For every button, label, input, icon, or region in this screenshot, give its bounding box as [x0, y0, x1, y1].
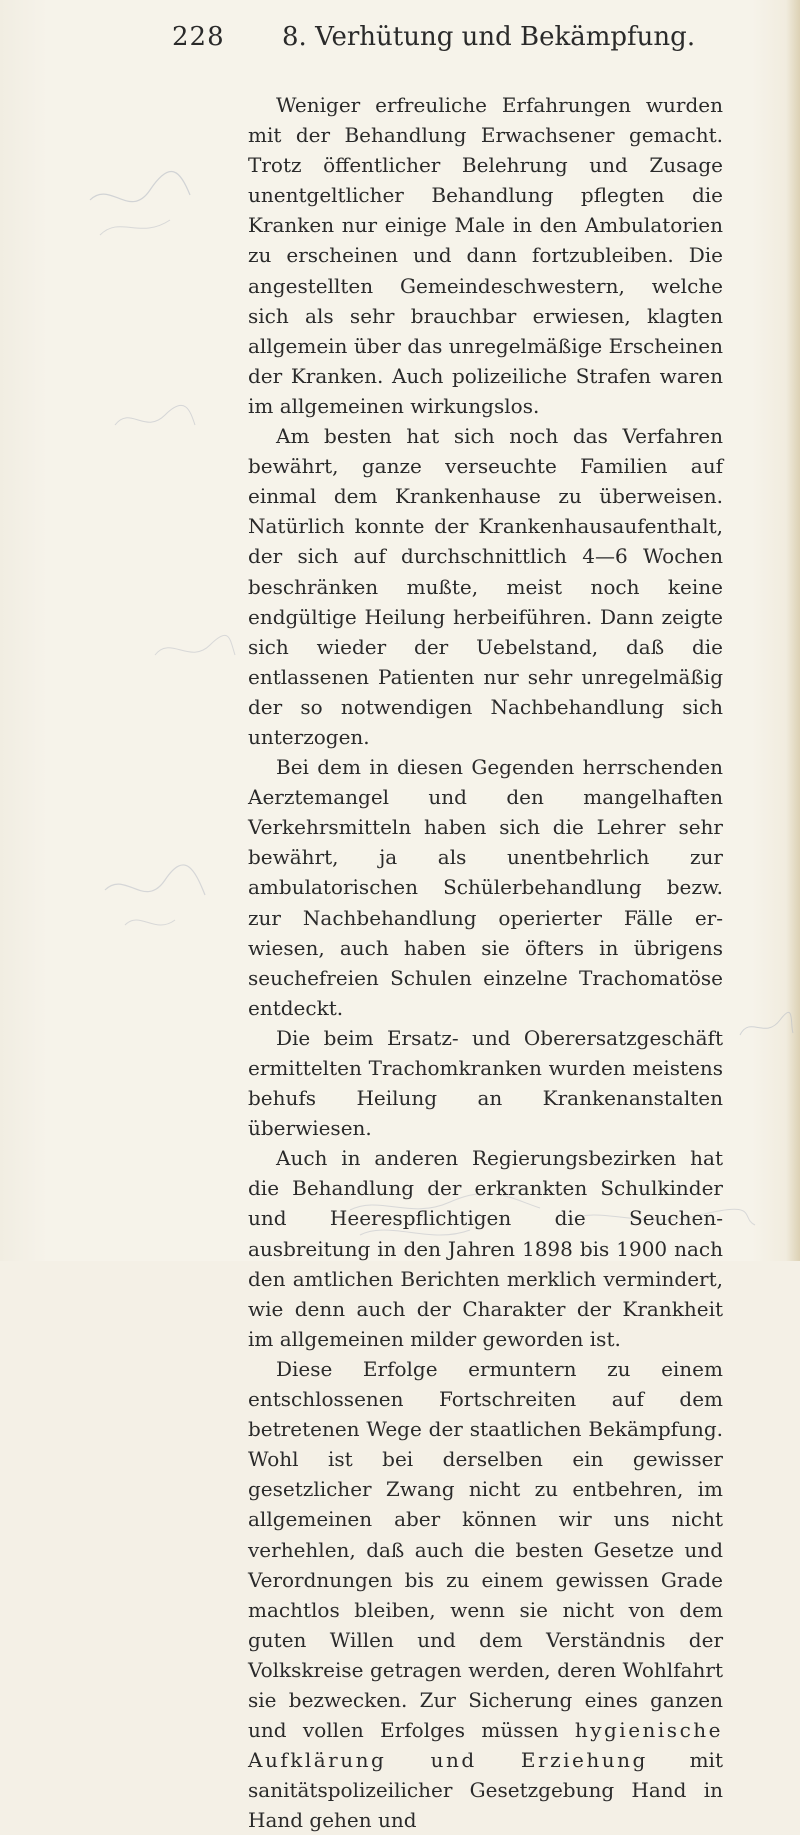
page-edge [786, 0, 800, 1261]
bleed-through-mark-1 [80, 140, 200, 250]
bleed-through-mark-4 [95, 850, 215, 940]
page-number: 228 [172, 22, 225, 52]
body-text [248, 90, 723, 1835]
bleed-through-mark-3 [150, 630, 240, 670]
bleed-through-mark-5 [735, 1005, 795, 1045]
paragraph-text: mit sanitätspolizeilicher Gesetzgebung Hand in Hand gehen und [248, 1748, 723, 1833]
paragraph [248, 1143, 723, 1354]
emphasis-spaced-text: hygienische Aufklärung und Erziehung [248, 1718, 723, 1773]
bleed-through-mark-2 [110, 395, 200, 445]
paragraph-text: Bei dem in diesen Gegenden herrschenden Aerztemangel und den mangelhaften Verkehrsmitteln haben sich die Lehrer sehr bewährt, ja als unentbehrlich zur ambulatorischen Schülerbehandlung bezw. zur Nachbehandlung operierter Fälle erwiesen, auch haben sie öfters in übrigens seuchefreien Schulen einzelne Trachomatöse entdeckt. [248, 755, 723, 1020]
paragraph [248, 1023, 723, 1143]
page-header [172, 16, 732, 60]
paragraph-text: Am besten hat sich noch das Verfahren bewährt, ganze verseuchte Familien auf einmal dem Krankenhause zu überweisen. Natürlich konnte der Krankenhausaufenthalt, der sich auf durchschnittlich 4—6 Wochen beschränken mußte, meist noch keine endgültige Heilung herbeiführen. Dann zeigte sich wieder der Uebelstand, daß die entlassenen Patienten nur sehr unregelmäßig der so notwendigen Nachbehandlung sich unterzogen. [248, 424, 723, 749]
paragraph-text: Die beim Ersatz- und Oberersatzgeschäft ermittelten Trachomkranken wurden meistens behufs Heilung an Krankenanstalten überwiesen. [248, 1025, 723, 1141]
paragraph [248, 1354, 723, 1835]
paragraph [248, 752, 723, 1023]
paragraph [248, 421, 723, 752]
paragraph-text: Diese Erfolge ermuntern zu einem entschlossenen Fortschreiten auf dem betretenen Wege der staatlichen Bekämpfung. Wohl ist bei derselben ein gewisser gesetzlicher Zwang nicht zu entbehren, im allgemeinen aber können wir uns nicht verhehlen, daß auch die besten Gesetze und Verordnungen bis zu einem gewissen Grade machtlos bleiben, wenn sie nicht von dem guten Willen und dem Verständnis der Volkskreise getragen werden, deren Wohlfahrt sie bezwecken. Zur Sicherung eines ganzen und vollen Erfolges müssen [248, 1356, 723, 1743]
running-title: 8. Verhütung und Bekämpfung. [282, 22, 696, 52]
paragraph [248, 90, 723, 421]
paragraph-text: Weniger erfreuliche Erfahrungen wurden mit der Behandlung Erwachsener gemacht. Trotz öffentlicher Belehrung und Zusage unentgeltlicher Behandlung pflegten die Kranken nur einige Male in den Ambulatorien zu erscheinen und dann fortzubleiben. Die angestellten Gemeindeschwestern, welche sich als sehr brauchbar erwiesen, klagten allgemein über das unregelmäßige Erscheinen der Kranken. Auch polizeiliche Strafen waren im allgemeinen wirkungslos. [248, 93, 723, 418]
paragraph-text: Auch in anderen Regierungsbezirken hat die Behandlung der erkrankten Schulkinder und Heerespflichtigen die Seuchenausbreitung in den Jahren 1898 bis 1900 nach den amtlichen Berichten merklich vermindert, wie denn auch der Charakter der Krankheit im allgemeinen milder geworden ist. [248, 1146, 723, 1351]
